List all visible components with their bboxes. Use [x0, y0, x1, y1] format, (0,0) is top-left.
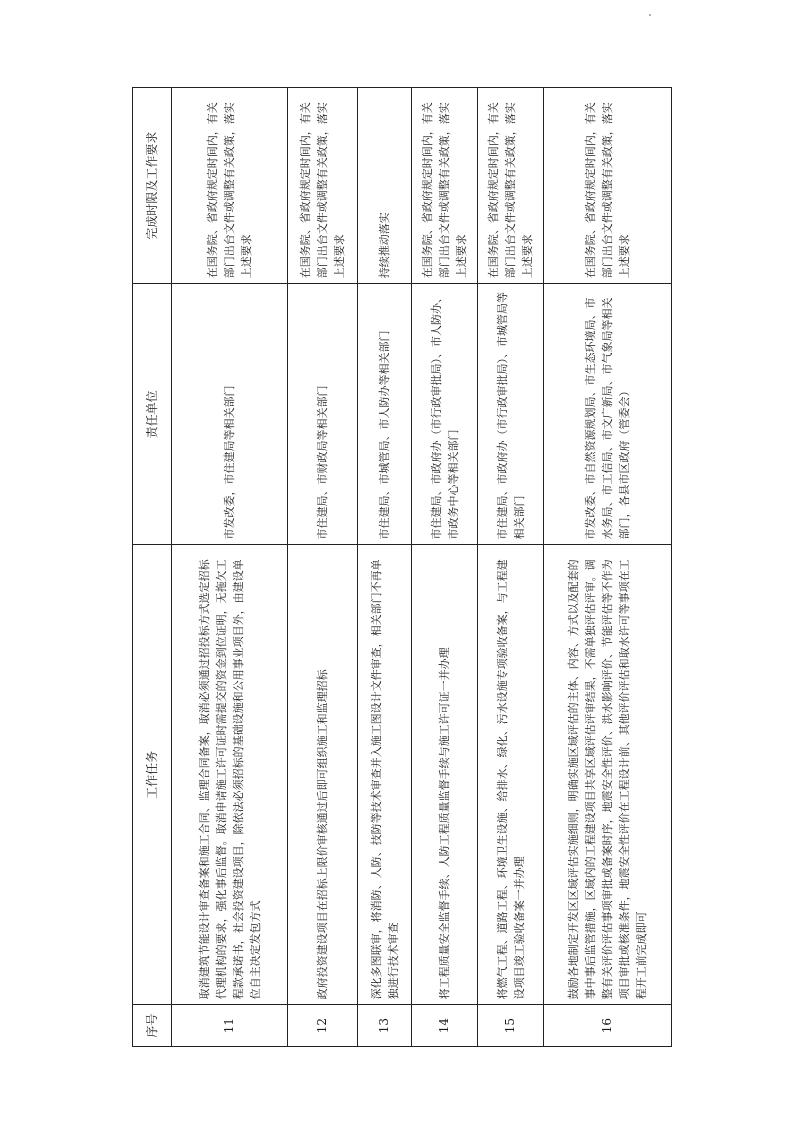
row-unit: 市住建局、市政府办（市行政审批局）、市人防办、市政务中心等相关部门 [412, 284, 478, 545]
row-deadline: 在国务院、省政府规定时间内，有关部门出台文件或调整有关政策，落实上述要求 [478, 88, 544, 284]
row-task: 将燃气工程、道路工程、环境卫生设施、给排水、绿化、污水设施专项验收备案，与工程建设项目竣工验收备案一并办理 [478, 545, 544, 1005]
row-deadline: 在国务院、省政府规定时间内，有关部门出台文件或调整有关政策，落实上述要求 [544, 88, 672, 284]
row-unit: 市发改委，市住建局等相关部门 [172, 284, 288, 545]
row-unit: 市住建局、市政府办（市行政审批局）、市城管局等相关部门 [478, 284, 544, 545]
row-deadline: 在国务院、省政府规定时间内，有关部门出台文件或调整有关政策，落实上述要求 [288, 88, 358, 284]
row-no: 11 [172, 1005, 288, 1047]
row-no: 15 [478, 1005, 544, 1047]
row-task: 深化多图联审，将消防、人防、技防等技术审查并入施工图设计文件审查，相关部门不再单独进行技术审查 [358, 545, 412, 1005]
row-task: 取消建筑节能设计审查备案和施工合同、监理合同备案，取消必须通过招投标方式选定招标代理机构的要求，强化事后监督。取消申请施工许可证时需提交的资金到位证明，无拖欠工程款承诺书，社会投资建设项目，除依法必须招标的基础设施和公用事业项目外，由建设单位自主决定发包方式 [172, 545, 288, 1005]
row-task: 将工程质量安全监督手续、人防工程质量监督手续与施工许可证一并办理 [412, 545, 478, 1005]
row-no: 16 [544, 1005, 672, 1047]
table-row [478, 88, 544, 1047]
row-deadline: 持续推动落实 [358, 88, 412, 284]
task-table [132, 87, 672, 1047]
row-task: 鼓励各地制定开发区区域评估实施细则，明确实施区域评估的主体、内容、方式以及配套的事中事后监管措施，区域内的工程建设项目共享区域评估评审结果，不需单独评估评审。调整有关评价评估事项审批或备案时序，地震安全性评价、洪水影响评价、节能评估等不作为项目审批或核准条件，地震安全性评价在工程设计前、其他评价评估和取水许可等事项在工程开工前完成即可 [544, 545, 672, 1005]
table-row [544, 88, 672, 1047]
scan-speck [649, 14, 651, 16]
row-no: 12 [288, 1005, 358, 1047]
table-row [172, 88, 288, 1047]
table-row [358, 88, 412, 1047]
header-deadline: 完成时限及工作要求 [133, 88, 172, 284]
row-unit: 市发改委、市自然资源规划局、市生态环境局、市水务局、市工信局、市文广新局、市气象局等相关部门，各县市区政府（管委会） [544, 284, 672, 545]
row-deadline: 在国务院、省政府规定时间内，有关部门出台文件或调整有关政策，落实上述要求 [412, 88, 478, 284]
header-no: 序号 [133, 1005, 172, 1047]
rotated-table-wrapper [132, 87, 648, 1047]
header-unit: 责任单位 [133, 284, 172, 545]
row-deadline: 在国务院、省政府规定时间内，有关部门出台文件或调整有关政策，落实上述要求 [172, 88, 288, 284]
table-row [288, 88, 358, 1047]
row-unit: 市住建局、市财政局等相关部门 [288, 284, 358, 545]
table-header-row [133, 88, 172, 1047]
table-row [412, 88, 478, 1047]
row-no: 13 [358, 1005, 412, 1047]
header-task: 工作任务 [133, 545, 172, 1005]
row-no: 14 [412, 1005, 478, 1047]
row-task: 政府投资建设项目在招标上限价审核通过后即可组织施工和监理招标 [288, 545, 358, 1005]
row-unit: 市住建局、市城管局、市人防办等相关部门 [358, 284, 412, 545]
